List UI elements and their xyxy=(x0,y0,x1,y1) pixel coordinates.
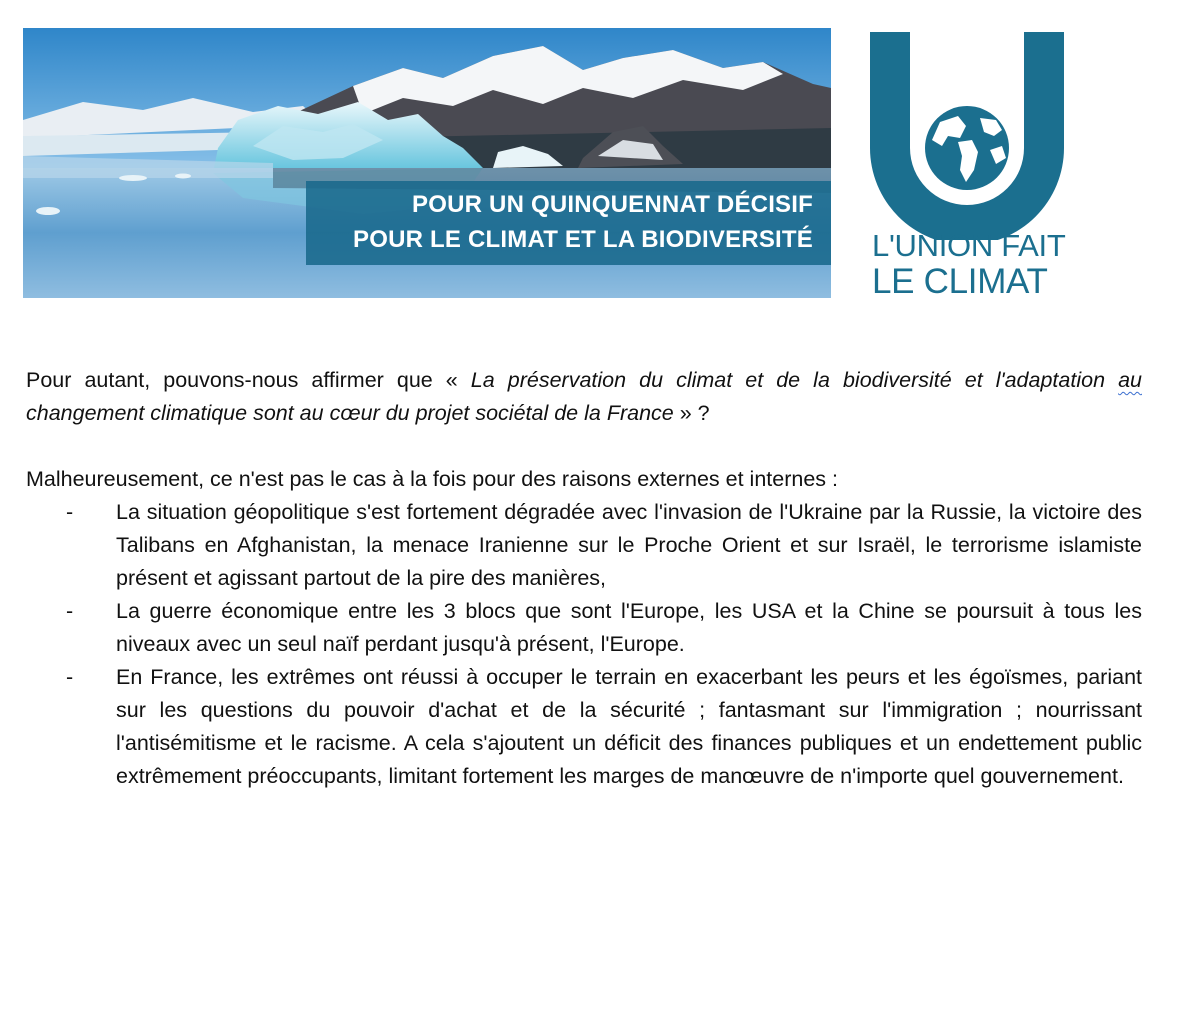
quoted-statement-part-1: La préservation du climat et de la biodiversité et l'adaptation xyxy=(470,368,1119,392)
bullet-list xyxy=(26,496,1142,793)
document-body xyxy=(26,364,1142,793)
list-item xyxy=(26,496,1142,595)
banner-caption-box xyxy=(306,181,831,265)
bullet-dash: - xyxy=(66,500,74,524)
logo-text-line-1: L'UNION FAIT xyxy=(872,228,1066,263)
paragraph-spacer xyxy=(26,430,1142,463)
list-item-text: La guerre économique entre les 3 blocs que sont l'Europe, les USA et la Chine se poursuit à tous les niveaux avec un seul naïf perdant jusqu'à présent, l'Europe. xyxy=(116,599,1142,656)
banner-image xyxy=(23,28,831,298)
paragraph-question-lead: Pour autant, pouvons-nous affirmer que « xyxy=(26,368,471,392)
banner-headline-line-2: POUR LE CLIMAT ET LA BIODIVERSITÉ xyxy=(353,226,813,253)
quoted-statement-part-2: changement climatique sont au cœur du projet sociétal de la France xyxy=(26,401,674,425)
paragraph-question-tail: » ? xyxy=(673,401,710,425)
bullet-dash: - xyxy=(66,599,74,623)
banner-headline-line-1: POUR UN QUINQUENNAT DÉCISIF xyxy=(412,191,813,218)
list-item-text: En France, les extrêmes ont réussi à occuper le terrain en exacerbant les peurs et les égoïsmes, pariant sur les questions du pouvoir d'achat et de la sécurité ; fantasmant sur l'immigration ; nourrissant l'antisémitisme et le racisme. A cela s'ajoutent un déficit des finances publiques et un endettement public extrêmement préoccupants, limitant fortement les marges de manœuvre de n'importe quel gouvernement. xyxy=(116,665,1142,788)
list-item xyxy=(26,595,1142,661)
list-item xyxy=(26,661,1142,793)
logo-text-line-2: LE CLIMAT xyxy=(872,262,1048,301)
list-item-text: La situation géopolitique s'est fortement dégradée avec l'invasion de l'Ukraine par la Russie, la victoire des Talibans en Afghanistan, la menace Iranienne sur le Proche Orient et sur Israël, le terrorisme islamiste présent et agissant partout de la pire des manières, xyxy=(116,500,1142,590)
paragraph-question xyxy=(26,364,1142,430)
spellcheck-flagged-word: au xyxy=(1118,368,1142,392)
bullet-dash: - xyxy=(66,665,74,689)
paragraph-intro: Malheureusement, ce n'est pas le cas à la fois pour des raisons externes et internes : xyxy=(26,467,838,491)
u-globe-icon xyxy=(862,30,1072,240)
